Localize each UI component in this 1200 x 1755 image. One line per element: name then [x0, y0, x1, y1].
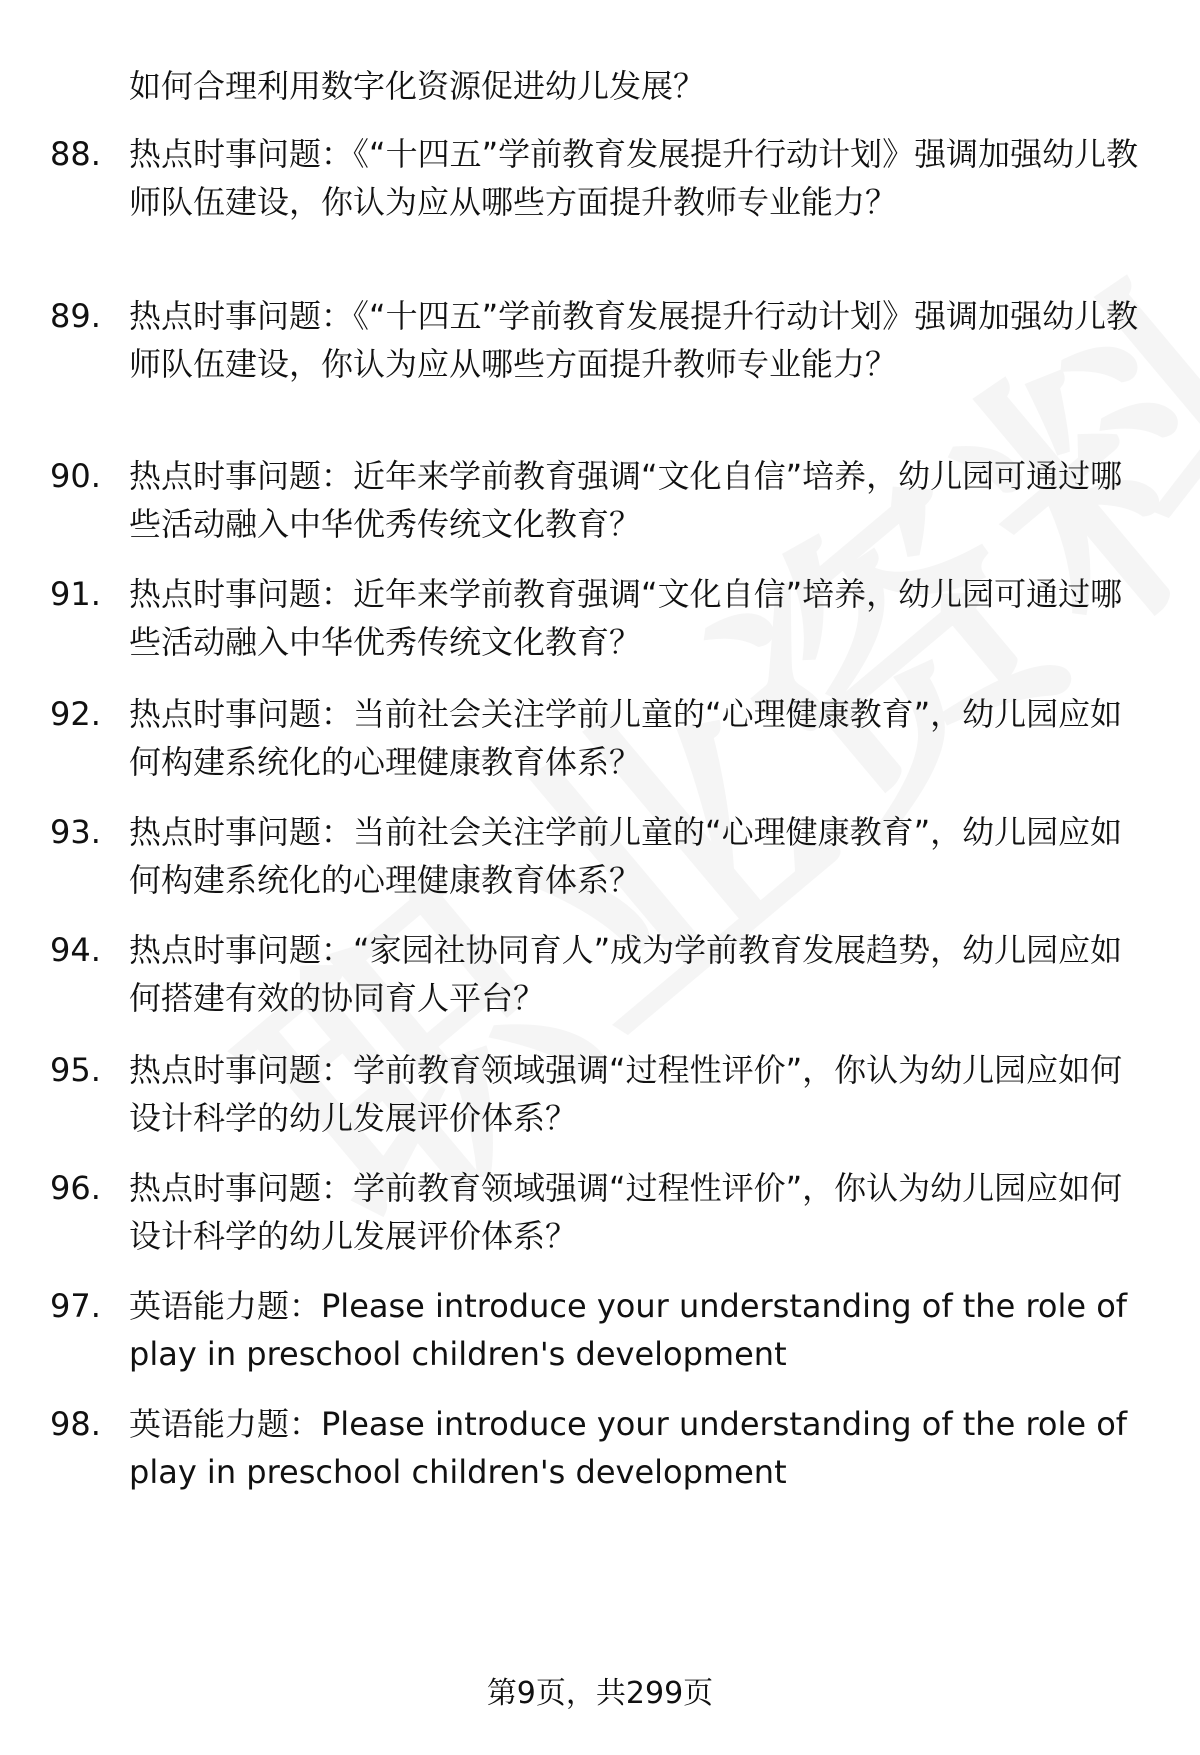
question-text: 热点时事问题：学前教育领域强调“过程性评价”，你认为幼儿园应如何设计科学的幼儿发展评价体系？ [129, 1169, 1123, 1255]
question-number: 90. [50, 457, 101, 495]
question-number: 97. [50, 1287, 101, 1325]
question-number: 91. [50, 575, 101, 613]
question-number: 88. [50, 135, 101, 173]
question-number: 89. [50, 297, 101, 335]
question-text: 英语能力题：Please introduce your understanding of the role of play in preschool children's development [129, 1405, 1128, 1491]
question-number: 95. [50, 1051, 101, 1089]
question-text: 英语能力题：Please introduce your understanding of the role of play in preschool children's development [129, 1287, 1128, 1373]
question-text: 热点时事问题：当前社会关注学前儿童的“心理健康教育”，幼儿园应如何构建系统化的心理健康教育体系？ [129, 813, 1123, 899]
question-number: 93. [50, 813, 101, 851]
question-text: 热点时事问题：当前社会关注学前儿童的“心理健康教育”，幼儿园应如何构建系统化的心理健康教育体系？ [129, 695, 1123, 781]
question-number: 92. [50, 695, 101, 733]
page-footer: 第9页，共299页 [486, 1676, 714, 1711]
question-text: 热点时事问题：《“十四五”学前教育发展提升行动计划》强调加强幼儿教师队伍建设，你认为应从哪些方面提升教师专业能力？ [129, 135, 1139, 221]
question-text: 热点时事问题：《“十四五”学前教育发展提升行动计划》强调加强幼儿教师队伍建设，你认为应从哪些方面提升教师专业能力？ [129, 297, 1139, 383]
question-number: 98. [50, 1405, 101, 1443]
question-number: 96. [50, 1169, 101, 1207]
question-text: 热点时事问题：近年来学前教育强调“文化自信”培养，幼儿园可通过哪些活动融入中华优秀传统文化教育？ [129, 457, 1123, 543]
continuation-text: 如何合理利用数字化资源促进幼儿发展？ [129, 67, 706, 105]
question-text: 热点时事问题：学前教育领域强调“过程性评价”，你认为幼儿园应如何设计科学的幼儿发展评价体系？ [129, 1051, 1123, 1137]
question-number: 94. [50, 931, 101, 969]
question-text: 热点时事问题：近年来学前教育强调“文化自信”培养，幼儿园可通过哪些活动融入中华优秀传统文化教育？ [129, 575, 1123, 661]
question-text: 热点时事问题：“家园社协同育人”成为学前教育发展趋势，幼儿园应如何搭建有效的协同育人平台？ [129, 931, 1123, 1017]
